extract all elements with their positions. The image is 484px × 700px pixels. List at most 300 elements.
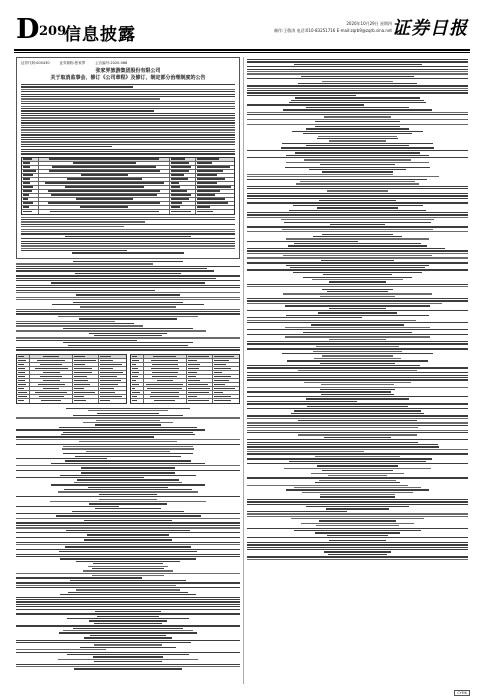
cell-text-line <box>132 372 139 373</box>
text-line <box>16 285 240 286</box>
text-line <box>95 508 160 509</box>
table-row <box>22 210 234 214</box>
text-line <box>96 420 160 421</box>
table-cell <box>39 206 170 209</box>
cell-text-line <box>18 388 24 389</box>
text-line <box>16 522 240 523</box>
table-cell <box>187 371 213 374</box>
cell-text-line <box>188 400 209 401</box>
table-cell <box>99 371 125 374</box>
text-line <box>247 104 364 105</box>
table-cell <box>144 367 187 370</box>
text-line <box>247 226 468 227</box>
cell-text-line <box>39 396 64 397</box>
cell-text-line <box>74 364 84 365</box>
text-line <box>59 632 197 633</box>
cell-text-line <box>23 198 28 199</box>
text-line <box>21 153 235 154</box>
cell-text-line <box>188 368 199 369</box>
text-line <box>21 245 235 246</box>
table-cell <box>30 383 73 386</box>
table-cell <box>30 355 73 358</box>
text-line <box>16 429 205 430</box>
text-line <box>247 69 468 70</box>
cell-text-line <box>18 396 27 397</box>
text-line <box>289 210 426 211</box>
text-line <box>247 542 468 543</box>
text-line <box>247 387 468 388</box>
text-line <box>16 325 143 326</box>
text-line <box>16 270 214 271</box>
cell-text-line <box>100 372 122 373</box>
cell-text-line <box>100 364 122 365</box>
text-line <box>322 81 393 82</box>
cell-text-line <box>132 376 138 377</box>
text-line <box>73 628 183 629</box>
text-line <box>16 349 240 350</box>
table-cell <box>170 190 195 193</box>
text-line <box>322 234 392 235</box>
table-cell <box>187 379 213 382</box>
text-line <box>247 212 468 213</box>
text-line <box>16 585 176 586</box>
table-cell <box>187 359 213 362</box>
cell-text-line <box>157 380 173 381</box>
table-cell <box>30 363 73 366</box>
cell-text-line <box>214 368 231 369</box>
text-line <box>76 561 179 562</box>
text-line <box>301 523 414 524</box>
text-line <box>16 266 240 267</box>
text-line <box>247 176 439 177</box>
table-cell <box>30 391 73 394</box>
text-line <box>314 358 400 359</box>
text-line <box>16 436 154 437</box>
cell-text-line <box>197 158 219 159</box>
text-line <box>89 503 168 504</box>
text-line <box>247 401 357 402</box>
table-cell <box>213 375 239 378</box>
cell-text-line <box>100 360 112 361</box>
text-line <box>286 155 429 156</box>
text-line <box>21 149 235 150</box>
cell-text-line <box>197 174 217 175</box>
text-line <box>282 353 434 354</box>
text-line <box>60 594 195 595</box>
table-cell <box>22 198 39 201</box>
text-line <box>16 664 240 665</box>
cell-text-line <box>18 360 26 361</box>
table-cell <box>196 194 234 197</box>
table-cell <box>39 194 170 197</box>
text-line <box>311 473 405 474</box>
table-cell <box>187 391 213 394</box>
text-line <box>247 463 468 464</box>
table-cell <box>73 371 99 374</box>
text-line <box>21 134 235 135</box>
column-divider <box>243 57 244 684</box>
text-line <box>321 260 393 261</box>
text-line <box>247 114 468 115</box>
table-cell <box>144 391 187 394</box>
text-line <box>68 345 187 346</box>
cell-text-line <box>23 211 32 212</box>
table-cell <box>39 190 170 193</box>
text-line <box>247 408 468 409</box>
text-line <box>247 231 468 232</box>
table-cell <box>39 210 170 214</box>
color-registration-code: CYMK <box>454 690 470 696</box>
text-line <box>298 434 417 435</box>
cell-text-line <box>18 380 25 381</box>
text-line <box>90 635 167 636</box>
cell-text-line <box>74 396 83 397</box>
text-line <box>247 241 358 242</box>
text-line <box>66 530 190 531</box>
cell-text-line <box>40 364 62 365</box>
text-line <box>317 138 398 139</box>
text-line <box>16 642 191 643</box>
cell-text-line <box>67 178 142 179</box>
text-line <box>16 537 240 538</box>
text-line <box>52 304 205 305</box>
cell-text-line <box>214 380 229 381</box>
text-line <box>287 360 427 361</box>
cell-text-line <box>43 372 60 373</box>
text-line <box>304 382 410 383</box>
text-line <box>247 322 468 323</box>
text-line <box>21 221 145 222</box>
text-line <box>60 475 196 476</box>
cell-text-line <box>132 396 137 397</box>
text-line <box>21 110 154 111</box>
left-column <box>16 57 240 684</box>
table-cell <box>187 355 213 358</box>
text-line <box>247 516 468 517</box>
text-line <box>21 96 235 97</box>
text-line <box>247 449 468 450</box>
text-line <box>286 162 428 163</box>
cell-text-line <box>18 368 25 369</box>
text-line <box>72 252 183 253</box>
text-line <box>16 417 240 418</box>
text-line <box>83 570 173 571</box>
cell-text-line <box>41 400 61 401</box>
table-cell <box>170 166 195 169</box>
text-line <box>290 267 426 268</box>
table-cell <box>213 387 239 390</box>
cell-text-line <box>171 211 190 212</box>
text-line <box>298 420 417 421</box>
text-line <box>247 59 468 60</box>
text-line <box>93 563 164 564</box>
text-line <box>67 618 190 619</box>
cell-text-line <box>197 202 228 203</box>
table-cell <box>170 174 195 177</box>
text-line <box>247 432 468 433</box>
cell-text-line <box>197 182 217 183</box>
table-cell <box>213 399 239 403</box>
table-cell <box>170 194 195 197</box>
text-line <box>247 458 432 459</box>
text-line <box>72 511 185 512</box>
cell-text-line <box>214 400 231 401</box>
text-line <box>21 231 235 232</box>
text-line <box>291 100 424 101</box>
text-line <box>21 144 235 145</box>
text-line <box>16 587 240 588</box>
text-line <box>63 453 192 454</box>
cell-text-line <box>50 211 159 212</box>
table-cell <box>22 202 39 205</box>
text-line <box>298 83 417 84</box>
table-cell <box>196 174 234 177</box>
text-line <box>247 73 468 74</box>
text-line <box>83 422 172 423</box>
text-block <box>247 59 468 560</box>
text-line <box>247 559 468 560</box>
text-line <box>58 316 198 317</box>
text-line <box>306 145 409 146</box>
cell-text-line <box>188 356 210 357</box>
cell-text-line <box>171 158 185 159</box>
text-line <box>16 527 240 528</box>
cell-text-line <box>132 384 140 385</box>
table-cell <box>170 158 195 161</box>
cell-text-line <box>100 392 115 393</box>
text-line <box>16 532 240 533</box>
cell-text-line <box>197 166 231 167</box>
text-line <box>94 644 162 645</box>
text-line <box>323 274 393 275</box>
text-line <box>63 432 194 433</box>
cell-text-line <box>74 384 89 385</box>
text-line <box>63 342 193 343</box>
text-line <box>317 465 398 466</box>
cell-text-line <box>197 206 210 207</box>
announcement-company: 张家界旅游集团股份有限公司 <box>95 68 161 74</box>
text-line <box>300 181 416 182</box>
cell-text-line <box>74 392 95 393</box>
text-line <box>315 126 399 127</box>
text-line <box>247 61 468 62</box>
cell-text-line <box>100 400 109 401</box>
cell-text-line <box>49 158 159 159</box>
text-line <box>80 306 175 307</box>
text-line <box>247 112 468 113</box>
text-line <box>16 556 240 557</box>
text-line <box>285 336 429 337</box>
text-line <box>247 528 468 529</box>
cell-text-line <box>132 392 140 393</box>
table-cell <box>131 363 144 366</box>
table-cell <box>170 198 195 201</box>
text-line <box>16 649 106 650</box>
table-cell <box>196 178 234 181</box>
cell-text-line <box>52 166 156 167</box>
cell-text-line <box>188 372 197 373</box>
text-line <box>247 501 468 502</box>
text-line <box>247 157 468 158</box>
table-cell <box>30 387 73 390</box>
text-line <box>16 577 142 578</box>
text-line <box>88 410 169 411</box>
text-line <box>247 174 393 175</box>
table-row <box>131 399 240 403</box>
text-line <box>286 315 429 316</box>
text-line <box>283 255 431 256</box>
cell-text-line <box>147 388 182 389</box>
cell-text-line <box>146 384 183 385</box>
table-cell <box>30 379 73 382</box>
table-row <box>17 399 126 403</box>
text-line <box>21 229 235 230</box>
table-cell <box>170 182 195 185</box>
cell-text-line <box>171 178 188 179</box>
cell-text-line <box>100 368 112 369</box>
text-line <box>247 317 362 318</box>
text-line <box>313 236 402 237</box>
cell-text-line <box>49 170 160 171</box>
text-line <box>51 282 205 283</box>
table-cell <box>73 375 99 378</box>
text-line <box>16 544 240 545</box>
text-line <box>73 261 183 262</box>
section-letter: D <box>16 14 40 45</box>
text-line <box>329 140 387 141</box>
text-line <box>247 310 468 311</box>
table-cell <box>131 395 144 398</box>
text-line <box>247 391 391 392</box>
right-column <box>247 57 468 684</box>
table-cell <box>187 387 213 390</box>
text-line <box>65 460 192 461</box>
table-cell <box>170 202 195 205</box>
text-line <box>309 169 406 170</box>
cell-text-line <box>152 372 178 373</box>
cell-text-line <box>18 372 25 373</box>
text-line <box>247 379 468 380</box>
cell-text-line <box>23 206 29 207</box>
text-line <box>285 327 431 328</box>
table-cell <box>17 355 30 358</box>
table-cell <box>187 367 213 370</box>
text-line <box>89 333 168 334</box>
text-line <box>16 582 240 583</box>
text-line <box>322 470 392 471</box>
table-cell <box>99 383 125 386</box>
text-line <box>284 222 432 223</box>
text-line <box>16 513 240 514</box>
text-line <box>21 243 235 244</box>
text-line <box>247 513 468 514</box>
table-cell <box>99 395 125 398</box>
text-line <box>59 551 197 552</box>
table-cell <box>39 182 170 185</box>
text-line <box>16 666 240 667</box>
text-line <box>288 245 427 246</box>
text-line <box>21 115 235 116</box>
text-line <box>247 329 468 330</box>
text-line <box>247 198 468 199</box>
text-line <box>16 599 240 600</box>
cell-text-line <box>214 372 222 373</box>
cell-text-line <box>38 384 65 385</box>
cell-text-line <box>132 400 138 401</box>
table-cell <box>144 355 187 358</box>
text-line <box>247 427 418 428</box>
text-line <box>94 623 162 624</box>
text-line <box>324 551 391 552</box>
table-cell <box>17 395 30 398</box>
table-cell <box>196 166 234 169</box>
editor-line: 制作:王敬涛 电话:010-83251716 E-mail:zqrb9@zqrb.sina.net <box>273 28 392 33</box>
text-line <box>247 485 408 486</box>
text-line <box>329 281 385 282</box>
text-line <box>247 298 468 299</box>
text-line <box>21 117 235 118</box>
text-line <box>16 340 137 341</box>
table-cell <box>196 186 234 189</box>
text-line <box>247 85 468 86</box>
text-line <box>21 91 235 92</box>
text-line <box>21 127 235 128</box>
text-line <box>16 542 240 543</box>
text-line <box>247 284 468 285</box>
table-cell <box>39 170 170 173</box>
cell-text-line <box>171 186 180 187</box>
table-cell <box>22 210 39 214</box>
cell-text-line <box>214 384 225 385</box>
table-cell <box>73 399 99 403</box>
cell-text-line <box>171 202 182 203</box>
text-line <box>21 84 235 85</box>
text-line <box>247 430 468 431</box>
text-line <box>21 94 235 95</box>
table-cell <box>73 383 99 386</box>
table-cell <box>73 359 99 362</box>
table-cell <box>39 166 170 169</box>
text-line <box>247 253 468 254</box>
text-line <box>247 451 364 452</box>
table-cell <box>196 202 234 205</box>
announcement-body <box>21 217 235 254</box>
cell-text-line <box>48 190 160 191</box>
table-cell <box>17 363 30 366</box>
text-line <box>247 444 438 445</box>
table-cell <box>39 174 170 177</box>
text-line <box>247 537 468 538</box>
text-line <box>247 195 468 196</box>
cell-text-line <box>51 194 157 195</box>
cell-text-line <box>153 356 176 357</box>
text-line <box>60 558 195 559</box>
section-title: 信息披露 <box>64 25 136 45</box>
text-line <box>92 575 164 576</box>
text-line <box>247 92 468 93</box>
text-line <box>21 241 235 242</box>
text-line <box>247 90 468 91</box>
text-line <box>316 346 398 347</box>
text-line <box>16 549 240 550</box>
table-cell <box>22 182 39 185</box>
cell-text-line <box>40 376 62 377</box>
cell-text-line <box>197 190 220 191</box>
data-table <box>21 157 235 215</box>
text-line <box>247 372 468 373</box>
cell-text-line <box>132 364 136 365</box>
text-line <box>51 484 206 485</box>
